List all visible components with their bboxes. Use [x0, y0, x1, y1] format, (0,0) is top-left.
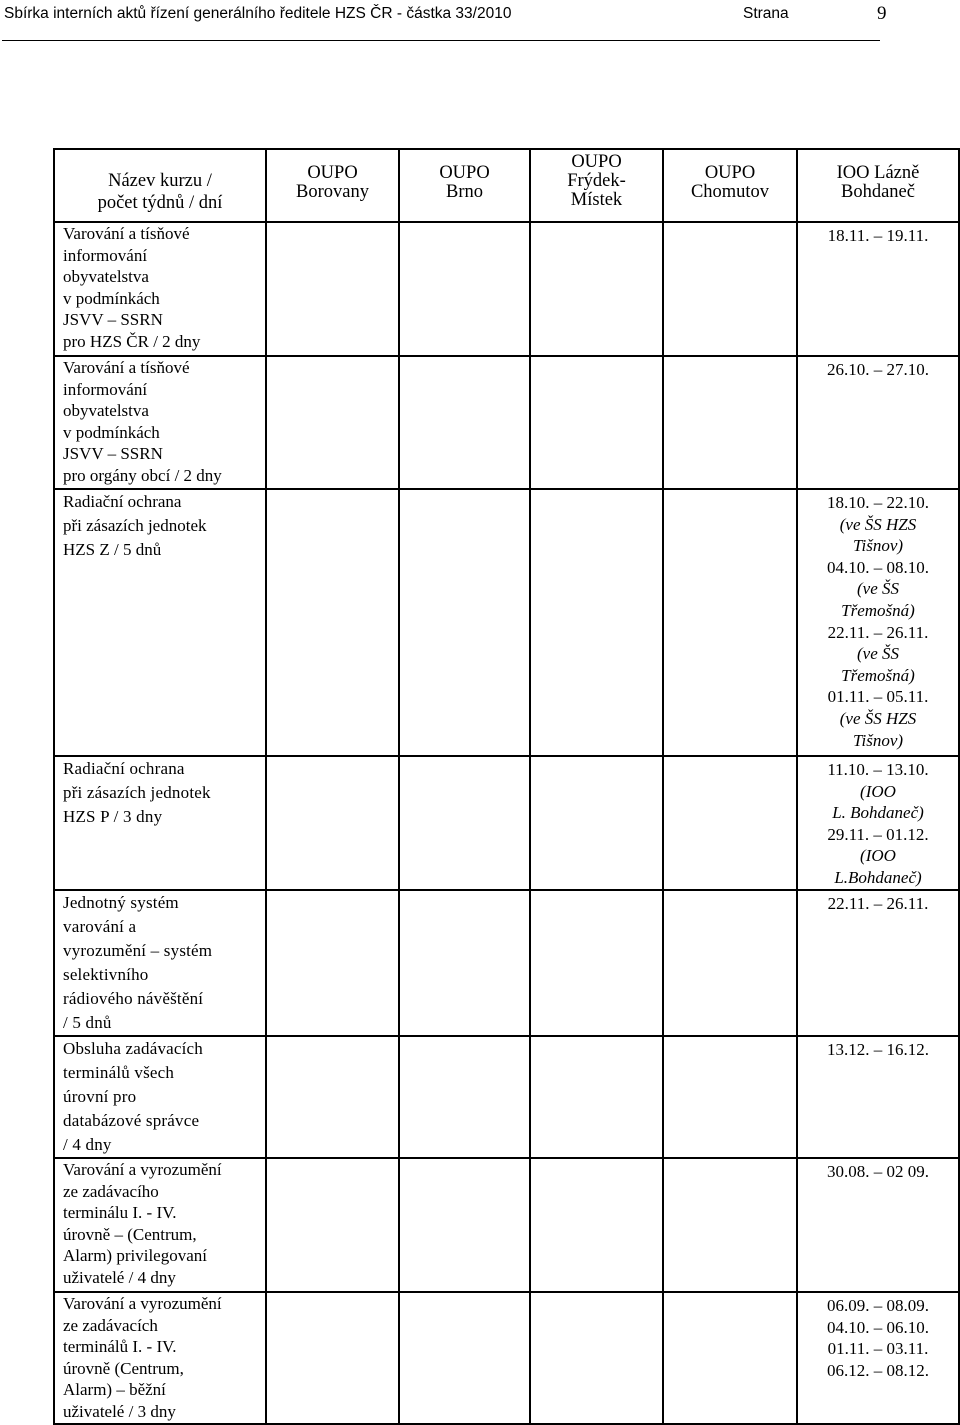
empty-cell	[399, 489, 530, 756]
course-name-cell: Jednotný systém varování a vyrozumění – systém selektivního rádiového návěštění / 5 dnů	[54, 890, 266, 1036]
empty-cell	[399, 356, 530, 489]
table-row	[54, 756, 959, 890]
course-name-cell: Varování a vyrozumění ze zadávacího terminálu I. - IV. úrovně – (Centrum, Alarm) privilegovaní uživatelé / 4 dny	[54, 1158, 266, 1292]
header-page-number: 9	[877, 3, 887, 24]
table-row	[54, 222, 959, 356]
course-name-cell: Varování a tísňové informování obyvatelstva v podmínkách JSVV – SSRN pro HZS ČR / 2 dny	[54, 222, 266, 356]
empty-cell	[399, 1292, 530, 1424]
empty-cell	[663, 489, 797, 756]
empty-cell	[399, 890, 530, 1036]
header-oupo-brno: OUPO Brno	[399, 149, 530, 222]
header-page-label: Strana	[743, 5, 789, 22]
empty-cell	[266, 489, 399, 756]
header-ioo-lazne-bohdanec: IOO Lázně Bohdaneč	[797, 149, 959, 222]
dates-cell: 22.11. – 26.11.	[797, 890, 959, 1036]
empty-cell	[266, 222, 399, 356]
header-course-name: Název kurzu / počet týdnů / dní	[54, 149, 266, 222]
empty-cell	[530, 1036, 663, 1158]
empty-cell	[266, 1158, 399, 1292]
empty-cell	[266, 756, 399, 890]
empty-cell	[266, 356, 399, 489]
table-row	[54, 1036, 959, 1158]
dates-cell: 18.11. – 19.11.	[797, 222, 959, 356]
dates-cell: 06.09. – 08.09. 04.10. – 06.10. 01.11. – 03.11. 06.12. – 08.12.	[797, 1292, 959, 1424]
course-name-cell: Obsluha zadávacích terminálů všech úrovní pro databázové správce / 4 dny	[54, 1036, 266, 1158]
empty-cell	[663, 1036, 797, 1158]
course-name-cell: Radiační ochrana při zásazích jednotek HZS Z / 5 dnů	[54, 489, 266, 756]
empty-cell	[399, 1158, 530, 1292]
dates-cell: 26.10. – 27.10.	[797, 356, 959, 489]
course-name-cell: Radiační ochrana při zásazích jednotek HZS P / 3 dny	[54, 756, 266, 890]
empty-cell	[663, 1292, 797, 1424]
empty-cell	[399, 1036, 530, 1158]
table-header-row	[54, 149, 959, 222]
empty-cell	[266, 890, 399, 1036]
empty-cell	[399, 222, 530, 356]
header-oupo-chomutov: OUPO Chomutov	[663, 149, 797, 222]
table-row	[54, 1158, 959, 1292]
table-row	[54, 489, 959, 756]
empty-cell	[530, 756, 663, 890]
empty-cell	[530, 222, 663, 356]
dates-cell: 11.10. – 13.10. (IOO L. Bohdaneč) 29.11. – 01.12. (IOO L.Bohdaneč)	[797, 756, 959, 890]
dates-cell: 18.10. – 22.10. (ve ŠS HZS Tišnov) 04.10. – 08.10. (ve ŠS Třemošná) 22.11. – 26.11. (ve ŠS Třemošná) 01.11. – 05.11. (ve ŠS HZS Tišnov)	[797, 489, 959, 756]
empty-cell	[530, 890, 663, 1036]
empty-cell	[530, 356, 663, 489]
header-oupo-frydek-mistek: OUPO Frýdek- Místek	[530, 149, 663, 222]
table-row	[54, 890, 959, 1036]
empty-cell	[266, 1292, 399, 1424]
header-oupo-borovany: OUPO Borovany	[266, 149, 399, 222]
empty-cell	[663, 1158, 797, 1292]
empty-cell	[530, 1292, 663, 1424]
empty-cell	[530, 1158, 663, 1292]
dates-cell: 30.08. – 02 09.	[797, 1158, 959, 1292]
page-header	[2, 0, 887, 41]
empty-cell	[663, 222, 797, 356]
course-schedule-table	[53, 148, 960, 1425]
table-row	[54, 1292, 959, 1424]
course-name-cell: Varování a vyrozumění ze zadávacích terminálů I. - IV. úrovně (Centrum, Alarm) – běžní uživatelé / 3 dny	[54, 1292, 266, 1424]
dates-cell: 13.12. – 16.12.	[797, 1036, 959, 1158]
empty-cell	[530, 489, 663, 756]
empty-cell	[663, 890, 797, 1036]
header-title: Sbírka interních aktů řízení generálního ředitele HZS ČR - částka 33/2010	[4, 5, 512, 22]
empty-cell	[663, 356, 797, 489]
course-name-cell: Varování a tísňové informování obyvatelstva v podmínkách JSVV – SSRN pro orgány obcí / 2 dny	[54, 356, 266, 489]
empty-cell	[399, 756, 530, 890]
table-row	[54, 356, 959, 489]
empty-cell	[266, 1036, 399, 1158]
empty-cell	[663, 756, 797, 890]
